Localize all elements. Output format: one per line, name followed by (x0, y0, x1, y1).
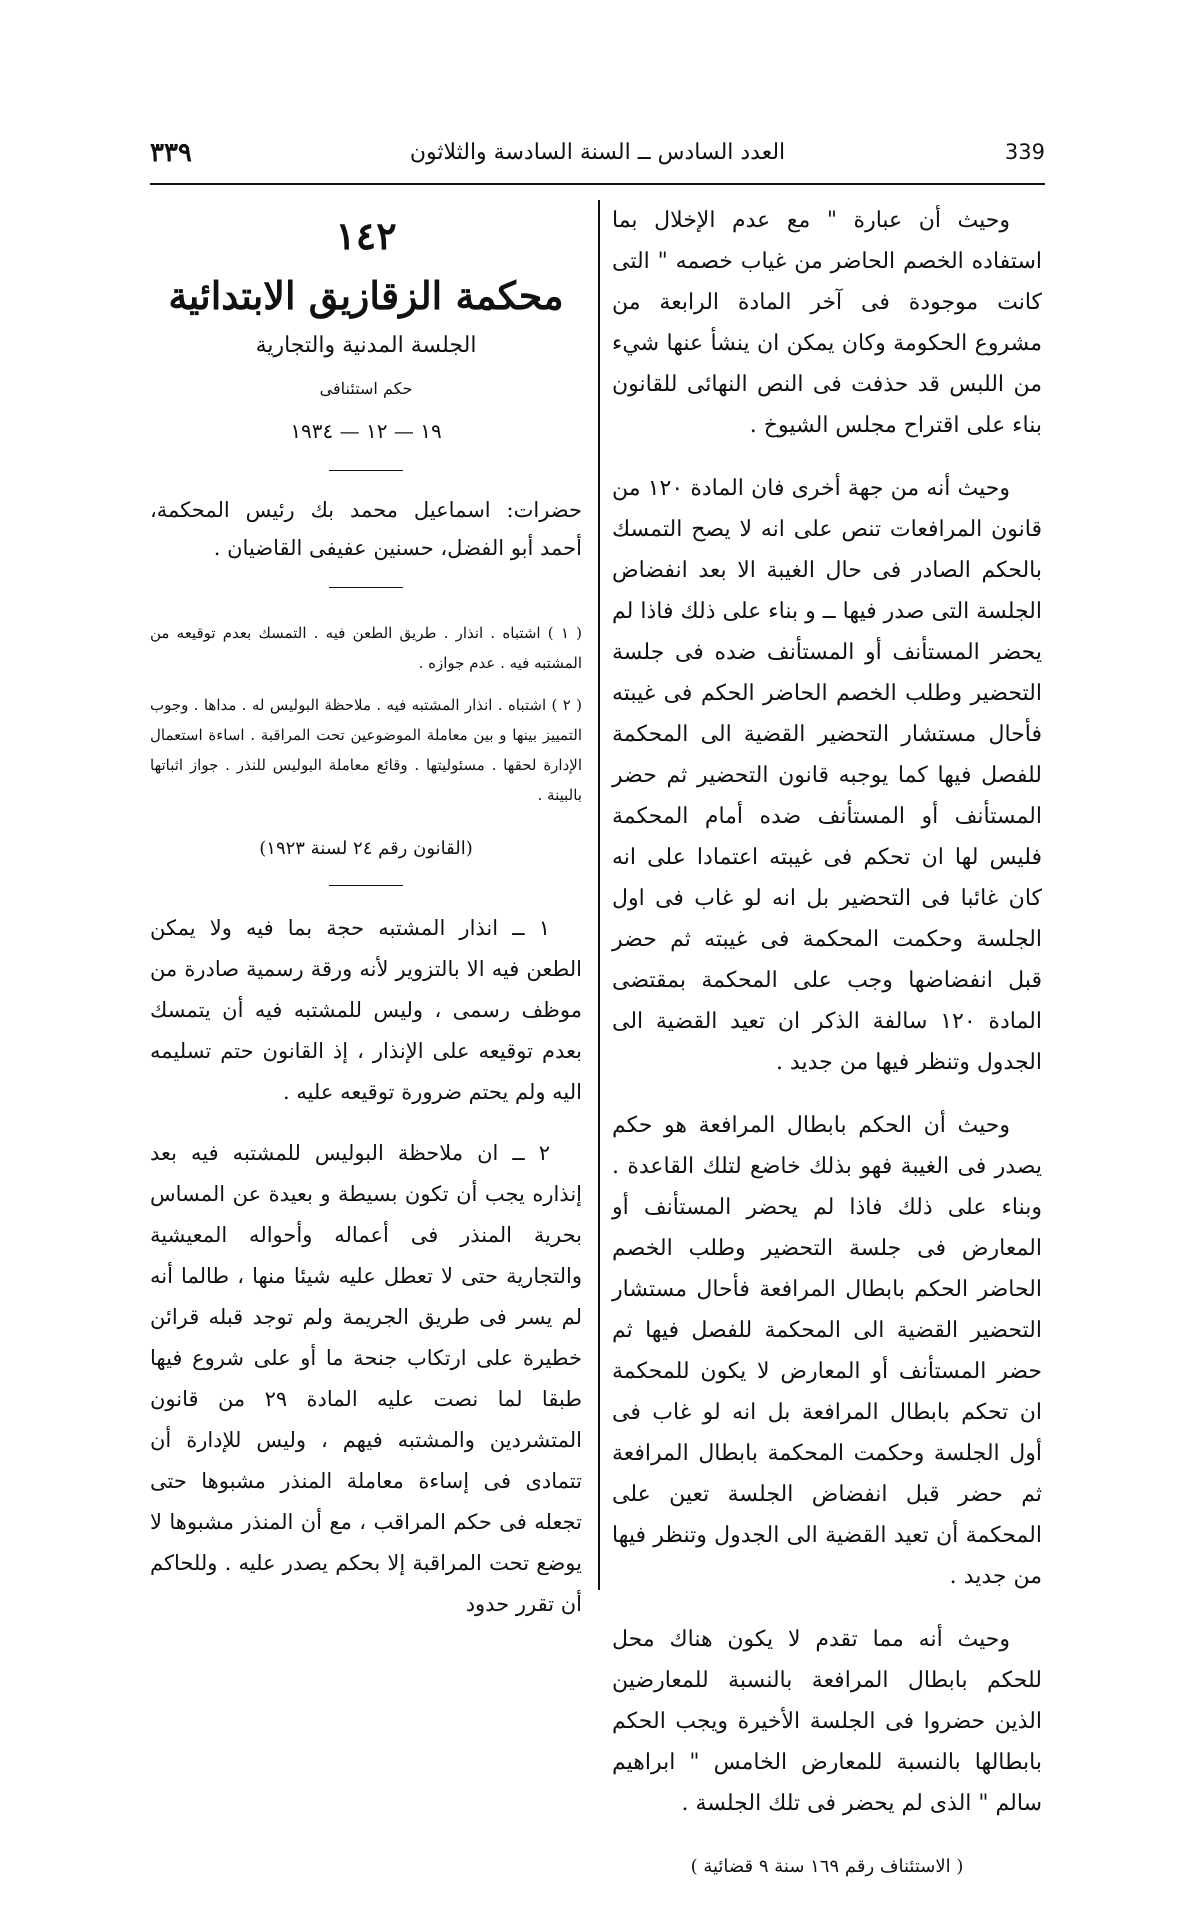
ruling-type: حكم استئنافى (319, 379, 413, 398)
session-name: الجلسة المدنية والتجارية (255, 333, 477, 358)
right-column (612, 200, 1042, 1909)
paragraph: وحيث أنه من جهة أخرى فان المادة ١٢٠ من قانون المرافعات تنص على انه لا يصح التمسك بالحكم الصادر فى حال الغيبة الا بعد انفضاض الجلسة التى صدر فيها ــ و بناء على ذلك فاذا لم يحضر المستأنف أو المستأنف ضده فى جلسة التحضير وطلب الخصم الحاضر الحكم فى غيبته فأحال مستشار التحضير القضية الى المحكمة للفصل فيها كما يوجبه قانون التحضير ثم حضر المستأنف أو المستأنف ضده أمام المحكمة فليس لها ان تحكم فى غيبته اعتمادا على انه كان غائبا فى التحضير بل انه لو غاب فى اول الجلسة وحكمت المحكمة فى غيبته ثم حضر قبل انفضاضها وجب على المحكمة بمقتضى المادة ١٢٠ سالفة الذكر ان تعيد القضية الى الجدول وتنظر فيها من جديد . (612, 476, 1042, 1075)
page-number-arabic: ٣٣٩ (150, 138, 192, 168)
page-header (150, 136, 1045, 176)
ruling-date: ١٩ — ١٢ — ١٩٣٤ (290, 419, 442, 443)
paragraph: ٢ ــ ان ملاحظة البوليس للمشتبه فيه بعد إنذاره يجب أن تكون بسيطة و بعيدة عن المساس بحرية المنذر فى أعماله وأحواله المعيشية والتجارية حتى لا تعطل عليه شيئا منها ، طالما أنه لم يسر فى طريق الجريمة ولم توجد قبله قرائن خطيرة على ارتكاب جنحة ما أو على شروع فيها طبقا لما نصت عليه المادة ٢٩ من قانون المتشردين والمشتبه فيهم ، وليس للإدارة أن تتمادى فى إساءة معاملة المنذر مشبوها حتى تجعله فى حكم المراقب ، مع أن المنذر مشبوها لا يوضع تحت المراقبة إلا بحكم يصدر عليه . وللحاكم أن تقرر حدود (150, 1141, 582, 1616)
headnote: ( ٢ ) اشتباه . انذار المشتبه فيه . ملاحظة البوليس له . مداها . وجوب التمييز بينها و بين معاملة الموضوعين تحت المراقبة . اساءة استعمال الإدارة لحقها . مسئوليتها . وقائع معاملة البوليس للنذر . جواز اثباتها بالبينة . (150, 696, 583, 804)
attendees: حضرات: اسماعيل محمد بك رئيس المحكمة، أحمد أبو الفضل، حسنين عفيفى القاضيان . (150, 498, 582, 560)
column-divider (598, 200, 600, 1590)
court-name: محكمة الزقازيق الابتدائية (168, 273, 564, 318)
section-divider (329, 587, 403, 588)
law-reference: (القانون رقم ٢٤ لسنة ١٩٢٣) (259, 838, 473, 859)
section-divider (329, 470, 403, 471)
issue-title: العدد السادس ــ السنة السادسة والثلاثون (409, 140, 786, 165)
paragraph: وحيث أنه مما تقدم لا يكون هناك محل للحكم بابطال المرافعة بالنسبة للمعارضين الذين حضروا فى الجلسة الأخيرة ويجب الحكم بابطالها بالنسبة للمعارض الخامس " ابراهيم سالم " الذى لم يحضر فى تلك الجلسة . (612, 1627, 1042, 1816)
paragraph: ١ ــ انذار المشتبه حجة بما فيه ولا يمكن الطعن فيه الا بالتزوير لأنه ورقة رسمية صادرة من موظف رسمى ، وليس للمشتبه فيه أن يتمسك بعدم توقيعه على الإنذار ، إذ القانون حتم تسليمه اليه ولم يحتم ضرورة توقيعه عليه . (150, 916, 582, 1104)
case-reference: ( الاستئناف رقم ١٦٩ سنة ٩ قضائية ) (690, 1856, 964, 1877)
section-divider (329, 885, 403, 886)
page-number: 339 (1004, 140, 1045, 164)
paragraph: وحيث أن الحكم بابطال المرافعة هو حكم يصدر فى الغيبة فهو بذلك خاضع لتلك القاعدة . وبناء على ذلك فاذا لم يحضر المستأنف أو المعارض فى جلسة التحضير وطلب الخصم الحاضر الحكم بابطال المرافعة فأحال مستشار التحضير القضية الى المحكمة للفصل فيها ثم حضر المستأنف أو المعارض لا يكون للمحكمة ان تحكم بابطال المرافعة بل انه لو غاب فى أول الجلسة وحكمت المحكمة بابطال المرافعة ثم حضر قبل انفضاض الجلسة تعين على المحكمة أن تعيد القضية الى الجدول وتنظر فيها من جديد . (612, 1113, 1042, 1589)
paragraph: وحيث أن عبارة " مع عدم الإخلال بما استفاده الخصم الحاضر من غياب خصمه " التى كانت موجودة فى آخر المادة الرابعة من مشروع الحكومة وكان يمكن ان ينشأ عنها شيء من اللبس قد حذفت فى النص النهائى للقانون بناء على اقتراح مجلس الشيوخ . (612, 208, 1042, 438)
case-number: ١٤٢ (335, 213, 397, 258)
headnote: ( ١ ) اشتباه . انذار . طريق الطعن فيه . التمسك بعدم توقيعه من المشتبه فيه . عدم جوازه . (150, 624, 582, 672)
left-column (150, 200, 582, 1645)
header-divider (150, 183, 1045, 185)
